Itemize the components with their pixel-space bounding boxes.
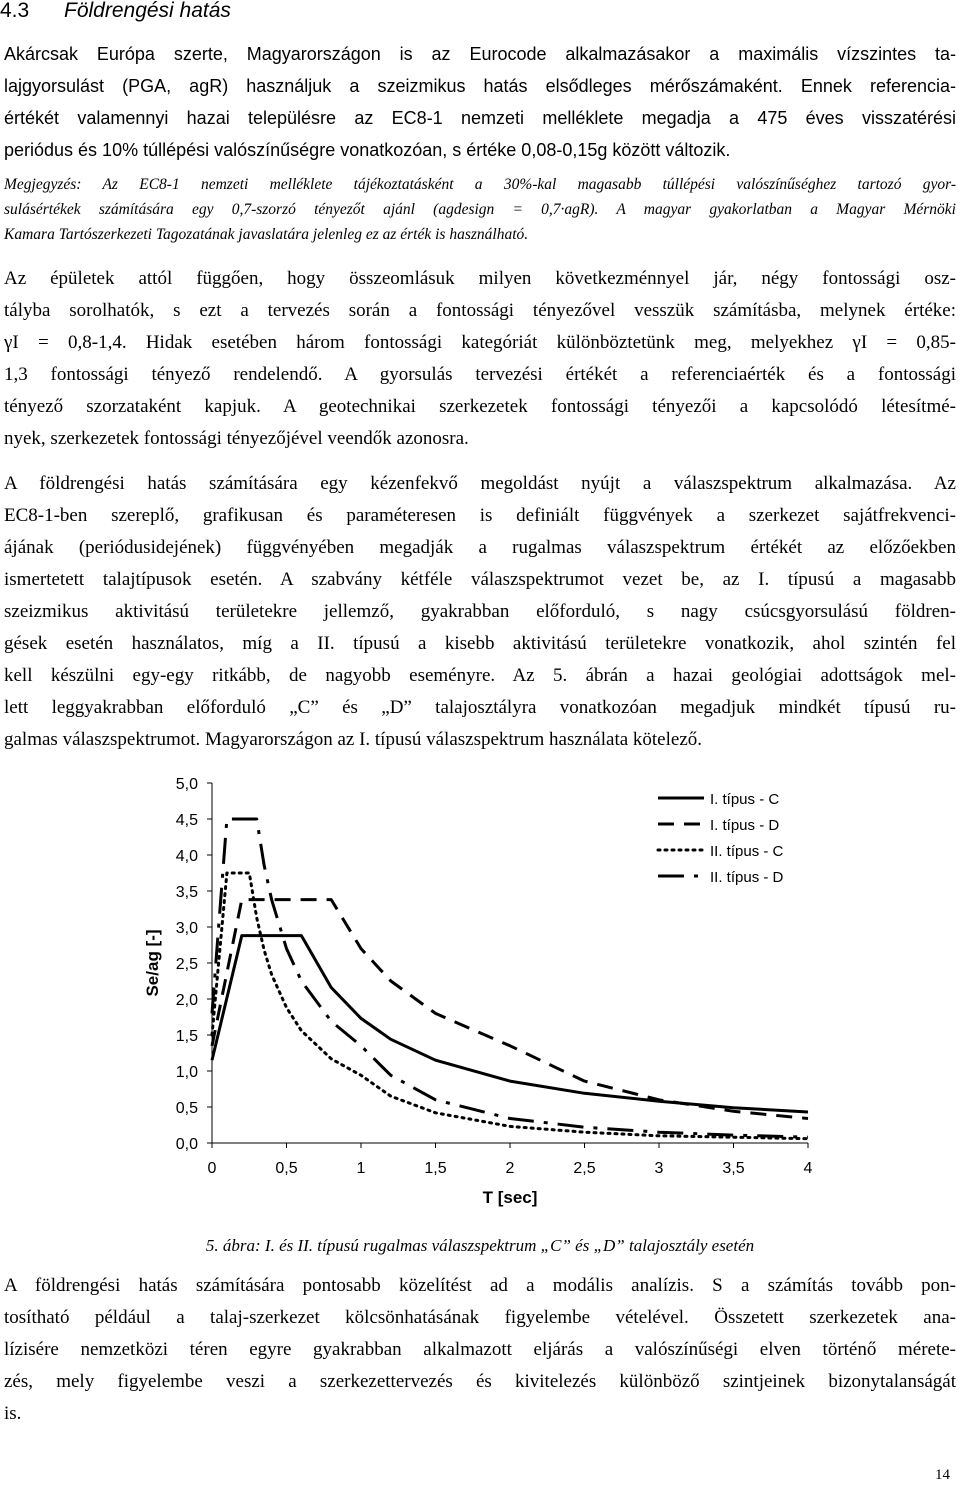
text-line: kell készülni egy-egy ritkább, de nagyobb eseményre. Az 5. ábrán a hazai geológiai adottságok mel- <box>4 665 956 686</box>
paragraph-pga <box>4 38 956 166</box>
series-line-2 <box>212 900 808 1119</box>
legend-label-1: I. típus - C <box>710 791 780 808</box>
legend-label-4: II. típus - D <box>710 869 784 886</box>
text-line: gések esetén használatos, míg a II. típusú a kisebb aktivitású területekre vonatkozik, ahol szintén fel <box>4 633 956 654</box>
paragraph-importance <box>4 263 956 455</box>
y-tick-label: 2,5 <box>175 956 198 973</box>
text-line: tosítható például a talaj-szerkezet kölcsönhatásának figyelembe vételével. Összetett szerkezetek ana- <box>4 1307 956 1328</box>
paragraph-modal <box>4 1270 956 1430</box>
x-tick-label: 2 <box>505 1160 515 1177</box>
text-line: Akárcsak Európa szerte, Magyarországon is az Eurocode alkalmazásakor a maximális vízszintes ta- <box>4 44 956 64</box>
text-line: γI = 0,8-1,4. Hidak esetében három fontossági kategóriát különböztetünk meg, melyekhez γI = 0,85- <box>4 332 956 353</box>
note-line: sulásértékek számítására egy 0,7-szorzó tényezőt ajánl (agdesign = 0,7·agR). A magyar gyakorlatban a Magyar Mérnöki <box>4 201 956 218</box>
text-line: lett leggyakrabban előforduló „C” és „D” talajosztályra vonatkozóan megadjuk mindkét típusú ru- <box>4 697 956 718</box>
text-line: értékét valamennyi hazai településre az EC8-1 nemzeti melléklete megadja a 475 éves visszatérési <box>4 108 956 128</box>
section-number: 4.3 <box>0 0 30 22</box>
y-tick-label: 3,0 <box>175 920 198 937</box>
paragraph-spectrum <box>4 468 956 756</box>
section-title: Földrengési hatás <box>64 0 231 22</box>
x-tick-label: 2,5 <box>573 1160 596 1177</box>
text-line: Az épületek attól függően, hogy összeomlásuk milyen következménnyel jár, négy fontossági osz- <box>4 268 956 289</box>
x-tick-label: 3 <box>654 1160 664 1177</box>
chart-svg <box>0 770 960 1210</box>
text-line: tályba sorolhatók, s ezt a tervezés során a fontossági tényezővel vesszük számításba, melynek értéke: <box>4 300 956 321</box>
text-line: szeizmikus aktivitású területekre jellemző, gyakrabban előforduló, s nagy csúcsgyorsulású földren- <box>4 601 956 622</box>
y-tick-label: 4,0 <box>175 848 198 865</box>
series-line-1 <box>212 936 808 1112</box>
figure-caption: 5. ábra: I. és II. típusú rugalmas válaszspektrum „C” és „D” talajosztály esetén <box>205 1236 755 1255</box>
x-tick-label: 1,5 <box>424 1160 447 1177</box>
text-line: is. <box>4 1403 22 1424</box>
y-tick-label: 2,0 <box>175 992 198 1009</box>
y-tick-label: 3,5 <box>175 884 198 901</box>
section-heading <box>0 0 231 24</box>
x-tick-label: 0,5 <box>275 1160 298 1177</box>
text-line: A földrengési hatás számítására pontosabb közelítést ad a modális analízis. S a számítás tovább pon- <box>4 1275 956 1296</box>
y-axis-label: Se/ag [-] <box>143 929 162 997</box>
note-paragraph <box>4 172 956 247</box>
text-line: EC8-1-ben szereplő, grafikusan és paraméteresen is definiált függvények a szerkezet sajátfrekvenci- <box>4 505 956 526</box>
legend-label-2: I. típus - D <box>710 817 780 834</box>
x-tick-label: 4 <box>803 1160 813 1177</box>
text-line: 1,3 fontossági tényező rendelendő. A gyorsulás tervezési értékét a referenciaérték és a fontossági <box>4 364 956 385</box>
y-tick-label: 1,5 <box>175 1028 198 1045</box>
series-line-4 <box>212 819 808 1137</box>
text-line: lajgyorsulást (PGA, agR) használjuk a szeizmikus hatás elsődleges mérőszámaként. Ennek referencia- <box>4 76 956 96</box>
text-line: periódus és 10% túllépési valószínűségre vonatkozóan, s értéke 0,08-0,15g között változik. <box>4 140 731 160</box>
page-number: 14 <box>935 1467 950 1483</box>
x-tick-label: 3,5 <box>722 1160 745 1177</box>
x-tick-label: 1 <box>356 1160 366 1177</box>
y-tick-label: 0,0 <box>175 1136 198 1153</box>
legend-label-3: II. típus - C <box>710 843 784 860</box>
response-spectrum-chart <box>0 770 960 1210</box>
y-tick-label: 4,5 <box>175 812 198 829</box>
text-line: lízisére nemzetközi téren egyre gyakrabban alkalmazott eljárás a valószínűségi elven történő mérete- <box>4 1339 956 1360</box>
y-tick-label: 0,5 <box>175 1100 198 1117</box>
x-axis-label: T [sec] <box>482 1188 538 1207</box>
note-line: Kamara Tartószerkezeti Tagozatának javaslatára jelenleg ez az érték is használható. <box>4 226 529 243</box>
text-line: galmas válaszspektrumot. Magyarországon az I. típusú válaszspektrum használata kötelező. <box>4 729 703 750</box>
y-tick-label: 1,0 <box>175 1064 198 1081</box>
y-tick-label: 5,0 <box>175 776 198 793</box>
text-line: tényező szorzataként kapjuk. A geotechnikai szerkezetek fontossági tényezői a kapcsolódó létesítmé- <box>4 396 956 417</box>
x-tick-label: 0 <box>207 1160 217 1177</box>
series-line-3 <box>212 873 808 1139</box>
note-line: Megjegyzés: Az EC8-1 nemzeti melléklete tájékoztatásként a 30%-kal magasabb túllépési valószínűséghez tartozó gyor- <box>4 176 956 193</box>
text-line: nyek, szerkezetek fontossági tényezőjével veendők azonosra. <box>4 428 469 449</box>
text-line: ájának (periódusidejének) függvényében megadják a rugalmas válaszspektrum értékét az előzőekben <box>4 537 956 558</box>
text-line: zés, mely figyelembe veszi a szerkezettervezés és kivitelezés különböző szintjeinek bizonytalanságát <box>4 1371 956 1392</box>
text-line: A földrengési hatás számítására egy kézenfekvő megoldást nyújt a válaszspektrum alkalmazása. Az <box>4 473 956 494</box>
text-line: ismertetett talajtípusok esetén. A szabvány kétféle válaszspektrumot vezet be, az I. típusú a magasabb <box>4 569 956 590</box>
